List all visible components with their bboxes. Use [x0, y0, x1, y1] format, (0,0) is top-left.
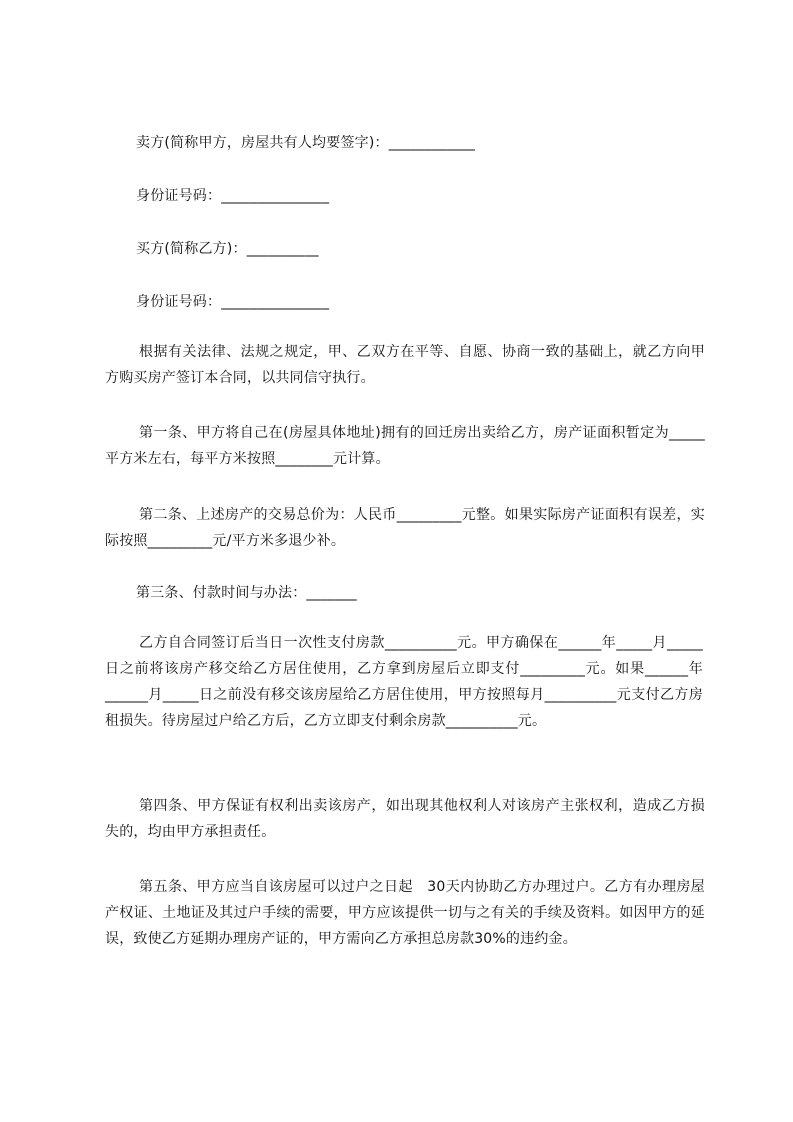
buyer-field: 买方(简称乙方)：__________ — [136, 241, 319, 257]
article-3-heading: 第三条、付款时间与办法：_______ — [136, 585, 357, 601]
buyer-id-field: 身份证号码：_______________ — [136, 294, 330, 310]
seller-field: 卖方(简称甲方，房屋共有人均要签字)：____________ — [136, 135, 476, 151]
article-5-paragraph: 第五条、甲方应当自该房屋可以过户之日起 30天内协助乙方办理过户。乙方有办理房屋产权证、土地证及其过户手续的需要，甲方应该提供一切与之有关的手续及资料。如因甲方的延误，致使乙方延期办理房产证的，甲方需向乙方承担总房款30%的违约金。 — [105, 879, 705, 947]
seller-id-field: 身份证号码：_______________ — [136, 188, 330, 204]
article-3-paragraph: 乙方自合同签订后当日一次性支付房款__________元。甲方确保在______年_____月_____日之前将该房产移交给乙方居住使用，乙方拿到房屋后立即支付_________元。如果______年______月_____日之前没有移交该房屋给乙方居住使用，甲方按照每月__________元支付乙方房租损失。待房屋过户给乙方后，乙方立即支付剩余房款__________元。 — [105, 635, 703, 729]
article-1-paragraph: 第一条、甲方将自己在(房屋具体地址)拥有的回迁房出卖给乙方，房产证面积暂定为_____平方米左右，每平方米按照________元计算。 — [105, 425, 705, 467]
article-4-paragraph: 第四条、甲方保证有权利出卖该房产，如出现其他权利人对该房产主张权利，造成乙方损失的，均由甲方承担责任。 — [105, 798, 705, 840]
article-2-paragraph: 第二条、上述房产的交易总价为：人民币_________元整。如果实际房产证面积有误差，实际按照_________元/平方米多退少补。 — [105, 507, 705, 549]
preamble-paragraph: 根据有关法律、法规之规定，甲、乙双方在平等、自愿、协商一致的基础上，就乙方向甲方购买房产签订本合同，以共同信守执行。 — [105, 344, 705, 386]
